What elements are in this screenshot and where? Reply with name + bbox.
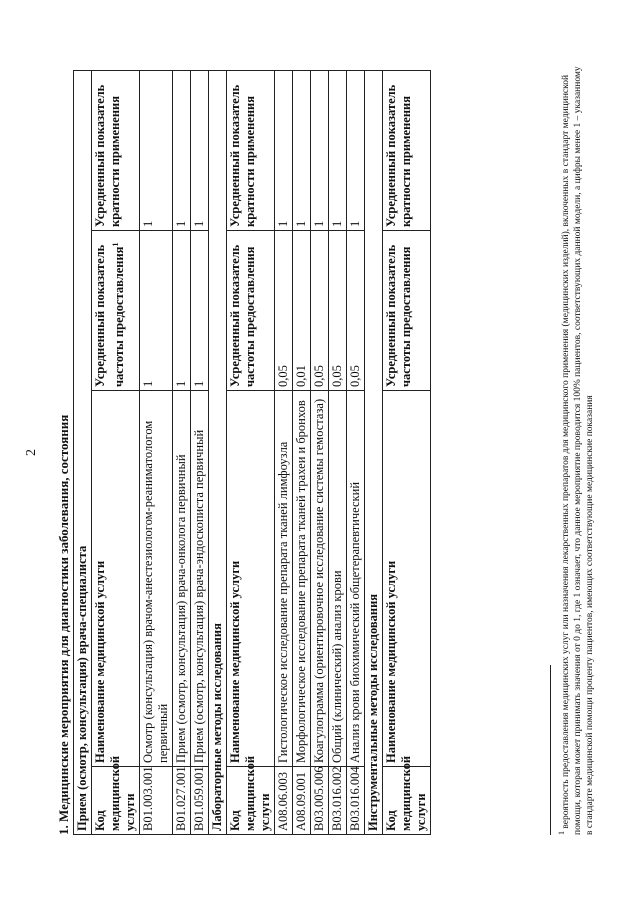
footnote-rule [550,665,551,835]
header-multiplicity: Усредненный показатель кратности применения [227,70,275,230]
service-multiplicity: 1 [347,70,365,230]
table-row [329,70,347,834]
header-row [92,70,140,834]
service-multiplicity: 1 [293,70,311,230]
service-code: B01.027.001 [173,767,191,835]
service-name: Прием (осмотр, консультация) врача-онколога первичный [173,391,191,767]
group-title: Инструментальные методы исследования [365,70,383,834]
service-frequency: 0,05 [275,231,293,391]
header-frequency-label: Усредненный показатель частоты предоставления [93,244,127,387]
footnote [550,65,596,835]
group-row [74,70,92,834]
service-code: B01.059.001 [191,767,209,835]
group-title: Прием (осмотр, консультация) врача-специалиста [74,70,92,834]
table-row [191,70,209,834]
table-row [311,70,329,834]
table-row [275,70,293,834]
services-table [73,70,431,835]
header-name: Наименование медицинской услуги [227,391,275,767]
service-multiplicity: 1 [275,70,293,230]
table-row [293,70,311,834]
service-code: A08.09.001 [293,767,311,835]
service-frequency: 0,05 [347,231,365,391]
header-frequency [227,231,275,391]
section-title: 1. Медицинские мероприятия для диагностики заболевания, состояния [56,414,71,835]
service-multiplicity: 1 [140,70,173,230]
header-code: Код медицинской услуги [383,767,431,835]
service-name: Осмотр (консультация) врачом-анестезиологом-реаниматологом первичный [140,391,173,767]
service-multiplicity: 1 [191,70,209,230]
service-frequency: 0,05 [329,231,347,391]
services-table-wrapper [73,71,431,835]
service-name: Гистологическое исследование препарата тканей лимфоузла [275,391,293,767]
service-frequency: 0,01 [293,231,311,391]
service-frequency: 1 [140,231,173,391]
service-name: Коагулограмма (ориентировочное исследование системы гемостаза) [311,391,329,767]
table-row [347,70,365,834]
service-code: A08.06.003 [275,767,293,835]
service-frequency: 0,05 [311,231,329,391]
service-code: B03.016.004 [347,767,365,835]
service-name: Анализ крови биохимический общетерапевтический [347,391,365,767]
header-multiplicity: Усредненный показатель кратности применения [383,70,431,230]
service-name: Морфологическое исследование препарата тканей трахеи и бронхов [293,391,311,767]
header-row [227,70,275,834]
page-number: 2 [24,449,39,456]
header-frequency [92,231,140,391]
header-code: Код медицинской услуги [92,767,140,835]
header-row [383,70,431,834]
header-name: Наименование медицинской услуги [92,391,140,767]
service-code: B01.003.001 [140,767,173,835]
group-row [209,70,227,834]
table-row [173,70,191,834]
service-multiplicity: 1 [173,70,191,230]
header-frequency-label: Усредненный показатель частоты предоставления [384,244,413,387]
service-multiplicity: 1 [311,70,329,230]
service-code: B03.016.002 [329,767,347,835]
group-title: Лабораторные методы исследования [209,70,227,834]
header-frequency [383,231,431,391]
service-multiplicity: 1 [329,70,347,230]
service-code: B03.005.006 [311,767,329,835]
header-name: Наименование медицинской услуги [383,391,431,767]
table-row [140,70,173,834]
footnote-text: вероятность предоставления медицинских услуг или назначения лекарственных препаратов для медицинского применения (медицинских изделий), включенных в стандарт медицинской помощи, которая может принимать значения от 0 до 1, где 1 означает, что данное мероприятие проводится 100% пациентов, соответствующих данной модели, а цифры менее 1 – указанному в стандарте медицинской помощи проценту пациентов, имеющих соответствующие медицинские показания [561,66,596,835]
service-frequency: 1 [173,231,191,391]
group-row [365,70,383,834]
service-name: Прием (осмотр, консультация) врача-эндоскописта первичный [191,391,209,767]
footnote-mark: 1 [557,831,566,835]
header-frequency-label: Усредненный показатель частоты предоставления [228,244,257,387]
header-multiplicity: Усредненный показатель кратности применения [92,70,140,230]
service-name: Общий (клинический) анализ крови [329,391,347,767]
footnote-reference: 1 [111,242,120,247]
service-frequency: 1 [191,231,209,391]
header-code: Код медицинской услуги [227,767,275,835]
